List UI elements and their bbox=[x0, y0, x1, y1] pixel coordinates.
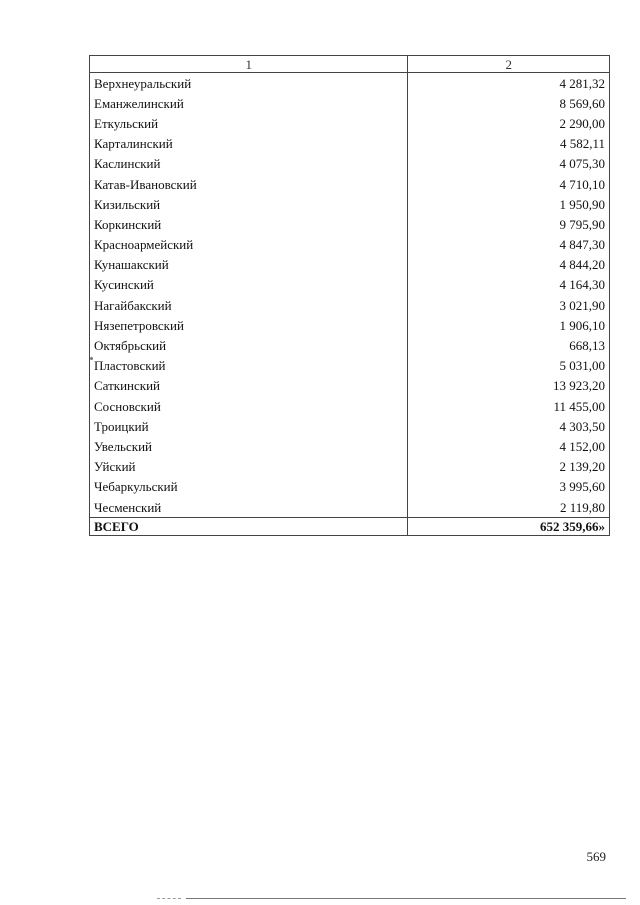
district-amount: 4 710,10 bbox=[408, 174, 610, 194]
district-amount: 5 031,00 bbox=[408, 356, 610, 376]
table-row bbox=[90, 235, 610, 255]
district-amount: 4 152,00 bbox=[408, 436, 610, 456]
table-row bbox=[90, 73, 610, 94]
total-amount: 652 359,66» bbox=[408, 518, 610, 536]
table-row bbox=[90, 154, 610, 174]
table-body bbox=[90, 73, 610, 518]
district-name: Троицкий bbox=[90, 416, 408, 436]
district-name: Каслинский bbox=[90, 154, 408, 174]
district-amount: 1 906,10 bbox=[408, 315, 610, 335]
table-row bbox=[90, 356, 610, 376]
total-label: ВСЕГО bbox=[90, 518, 408, 536]
district-name: Октябрьский bbox=[90, 335, 408, 355]
district-amount: 8 569,60 bbox=[408, 93, 610, 113]
district-amount: 1 950,90 bbox=[408, 194, 610, 214]
table-row bbox=[90, 497, 610, 518]
table-row bbox=[90, 295, 610, 315]
district-name: Саткинский bbox=[90, 376, 408, 396]
scan-artifact-dot bbox=[90, 357, 93, 360]
district-name: Коркинский bbox=[90, 214, 408, 234]
districts-table bbox=[89, 55, 610, 536]
district-name: Кусинский bbox=[90, 275, 408, 295]
district-name: Нязепетровский bbox=[90, 315, 408, 335]
district-name: Карталинский bbox=[90, 134, 408, 154]
bottom-scan-line bbox=[186, 898, 626, 899]
table-row bbox=[90, 113, 610, 133]
table-row bbox=[90, 275, 610, 295]
district-name: Сосновский bbox=[90, 396, 408, 416]
district-name: Катав-Ивановский bbox=[90, 174, 408, 194]
table-row bbox=[90, 396, 610, 416]
table-row bbox=[90, 315, 610, 335]
district-name: Кизильский bbox=[90, 194, 408, 214]
table-row bbox=[90, 477, 610, 497]
table-row bbox=[90, 416, 610, 436]
district-name: Кунашакский bbox=[90, 255, 408, 275]
table-row bbox=[90, 194, 610, 214]
district-name: Еткульский bbox=[90, 113, 408, 133]
district-amount: 9 795,90 bbox=[408, 214, 610, 234]
district-name: Чесменский bbox=[90, 497, 408, 518]
table-row bbox=[90, 174, 610, 194]
district-name: Еманжелинский bbox=[90, 93, 408, 113]
table-row bbox=[90, 134, 610, 154]
district-name: Красноармейский bbox=[90, 235, 408, 255]
district-amount: 2 119,80 bbox=[408, 497, 610, 518]
district-name: Чебаркульский bbox=[90, 477, 408, 497]
district-name: Увельский bbox=[90, 436, 408, 456]
district-amount: 4 164,30 bbox=[408, 275, 610, 295]
column-header-1: 1 bbox=[90, 56, 408, 73]
table-row bbox=[90, 335, 610, 355]
district-amount: 11 455,00 bbox=[408, 396, 610, 416]
district-name: Уйский bbox=[90, 457, 408, 477]
table-row bbox=[90, 255, 610, 275]
table-row bbox=[90, 214, 610, 234]
district-amount: 2 290,00 bbox=[408, 113, 610, 133]
district-amount: 3 995,60 bbox=[408, 477, 610, 497]
district-amount: 4 303,50 bbox=[408, 416, 610, 436]
district-amount: 4 582,11 bbox=[408, 134, 610, 154]
table-row bbox=[90, 376, 610, 396]
table-row bbox=[90, 457, 610, 477]
district-amount: 2 139,20 bbox=[408, 457, 610, 477]
column-header-2: 2 bbox=[408, 56, 610, 73]
district-amount: 668,13 bbox=[408, 335, 610, 355]
district-amount: 4 075,30 bbox=[408, 154, 610, 174]
district-amount: 4 844,20 bbox=[408, 255, 610, 275]
district-amount: 4 847,30 bbox=[408, 235, 610, 255]
district-amount: 3 021,90 bbox=[408, 295, 610, 315]
district-name: Нагайбакский bbox=[90, 295, 408, 315]
bottom-scan-line-short bbox=[157, 898, 181, 899]
table-row bbox=[90, 436, 610, 456]
district-name: Пластовский bbox=[90, 356, 408, 376]
district-amount: 4 281,32 bbox=[408, 73, 610, 94]
district-name: Верхнеуральский bbox=[90, 73, 408, 94]
district-amount: 13 923,20 bbox=[408, 376, 610, 396]
table-header-row bbox=[90, 56, 610, 73]
page-number: 569 bbox=[586, 849, 606, 864]
total-row bbox=[90, 518, 610, 536]
table-row bbox=[90, 93, 610, 113]
